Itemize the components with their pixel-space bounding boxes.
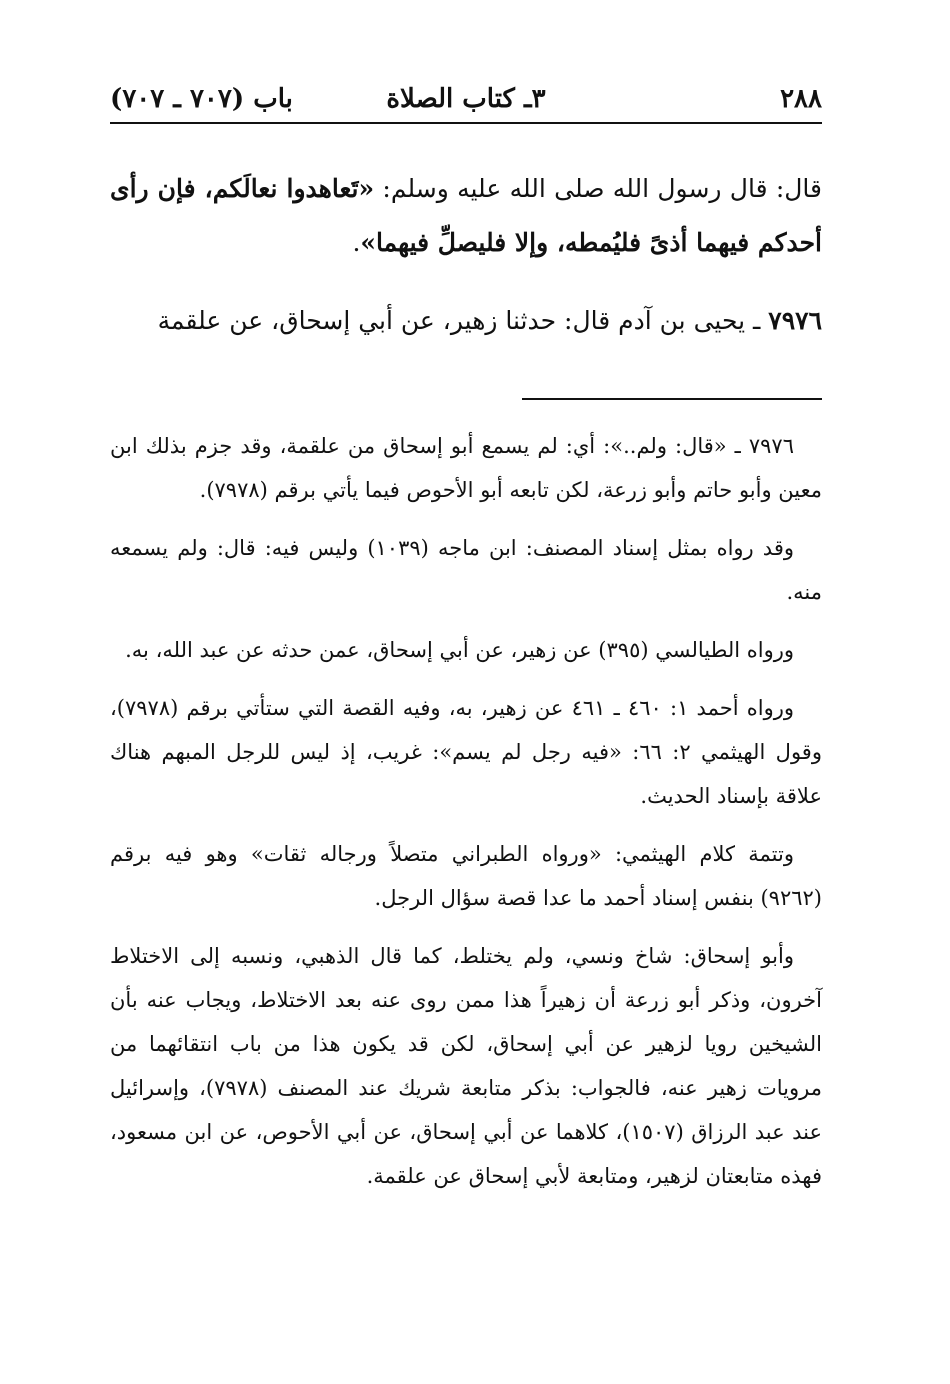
footnote-separator <box>522 398 822 400</box>
hadith-chain: ـ يحيى بن آدم قال: حدثنا زهير، عن أبي إسحاق، عن علقمة <box>157 306 769 335</box>
footnote-paragraph: وأبو إسحاق: شاخ ونسي، ولم يختلط، كما قال الذهبي، ونسبه إلى الاختلاط آخرون، وذكر أبو زرعة أن زهيراً هذا ممن روى عنه بعد الاختلاط، ويجاب عنه بأن الشيخين رويا لزهير عن أبي إسحاق، لكن قد يكون هذا من باب انتقائهما من مرويات زهير عنه، فالجواب: بذكر متابعة شريك عند المصنف (٧٩٧٨)، وإسرائيل عند عبد الرزاق (١٥٠٧)، كلاهما عن أبي إسحاق، عن أبي الأحوص، عن ابن مسعود، فهذه متابعتان لزهير، ومتابعة لأبي إسحاق عن علقمة. <box>110 944 822 1188</box>
book-title: ٣ـ كتاب الصلاة <box>386 84 546 114</box>
footnote-paragraph: ورواه الطيالسي (٣٩٥) عن زهير، عن أبي إسحاق، عمن حدثه عن عبد الله، به. <box>125 638 794 662</box>
footnote-paragraph: وقد رواه بمثل إسناد المصنف: ابن ماجه (١٠٣٩) وليس فيه: قال: ولم يسمعه منه. <box>110 536 822 604</box>
page-number: ٢٨٨ <box>780 84 822 114</box>
main-paragraph-1 <box>110 162 822 270</box>
main-text <box>110 162 822 348</box>
hadith-number: ٧٩٧٦ <box>768 306 822 335</box>
footnotes <box>110 424 822 1212</box>
hadith-paragraph <box>110 294 822 348</box>
footnote-paragraph: وتتمة كلام الهيثمي: «ورواه الطبراني متصلاً ورجاله ثقات» وهو فيه برقم (٩٢٦٢) بنفس إسناد أحمد ما عدا قصة سؤال الرجل. <box>110 842 822 910</box>
prophetic-quote: «تَعاهدوا نعالَكم، فإن رأى أحدكم فيهما أذىً فليُمطه، وإلا فليصلِّ فيهما» <box>110 174 822 257</box>
page-header <box>110 82 822 124</box>
narration-suffix: . <box>352 228 361 257</box>
chapter-title: باب (٧٠٧ ـ ٧٠٧) <box>110 84 293 114</box>
narration-prefix: قال: قال رسول الله صلى الله عليه وسلم: <box>374 174 822 203</box>
footnote-paragraph: ورواه أحمد ١: ٤٦٠ ـ ٤٦١ عن زهير، به، وفيه القصة التي ستأتي برقم (٧٩٧٨)، وقول الهيثمي ٢: ٦٦: «فيه رجل لم يسم»: غريب، إذ ليس للرجل المبهم هناك علاقة بإسناد الحديث. <box>110 696 822 808</box>
footnote-paragraph: ٧٩٧٦ ـ «قال: ولم..»: أي: لم يسمع أبو إسحاق من علقمة، وقد جزم بذلك ابن معين وأبو حاتم وأبو زرعة، لكن تابعه أبو الأحوص فيما يأتي برقم (٧٩٧٨). <box>110 434 822 502</box>
